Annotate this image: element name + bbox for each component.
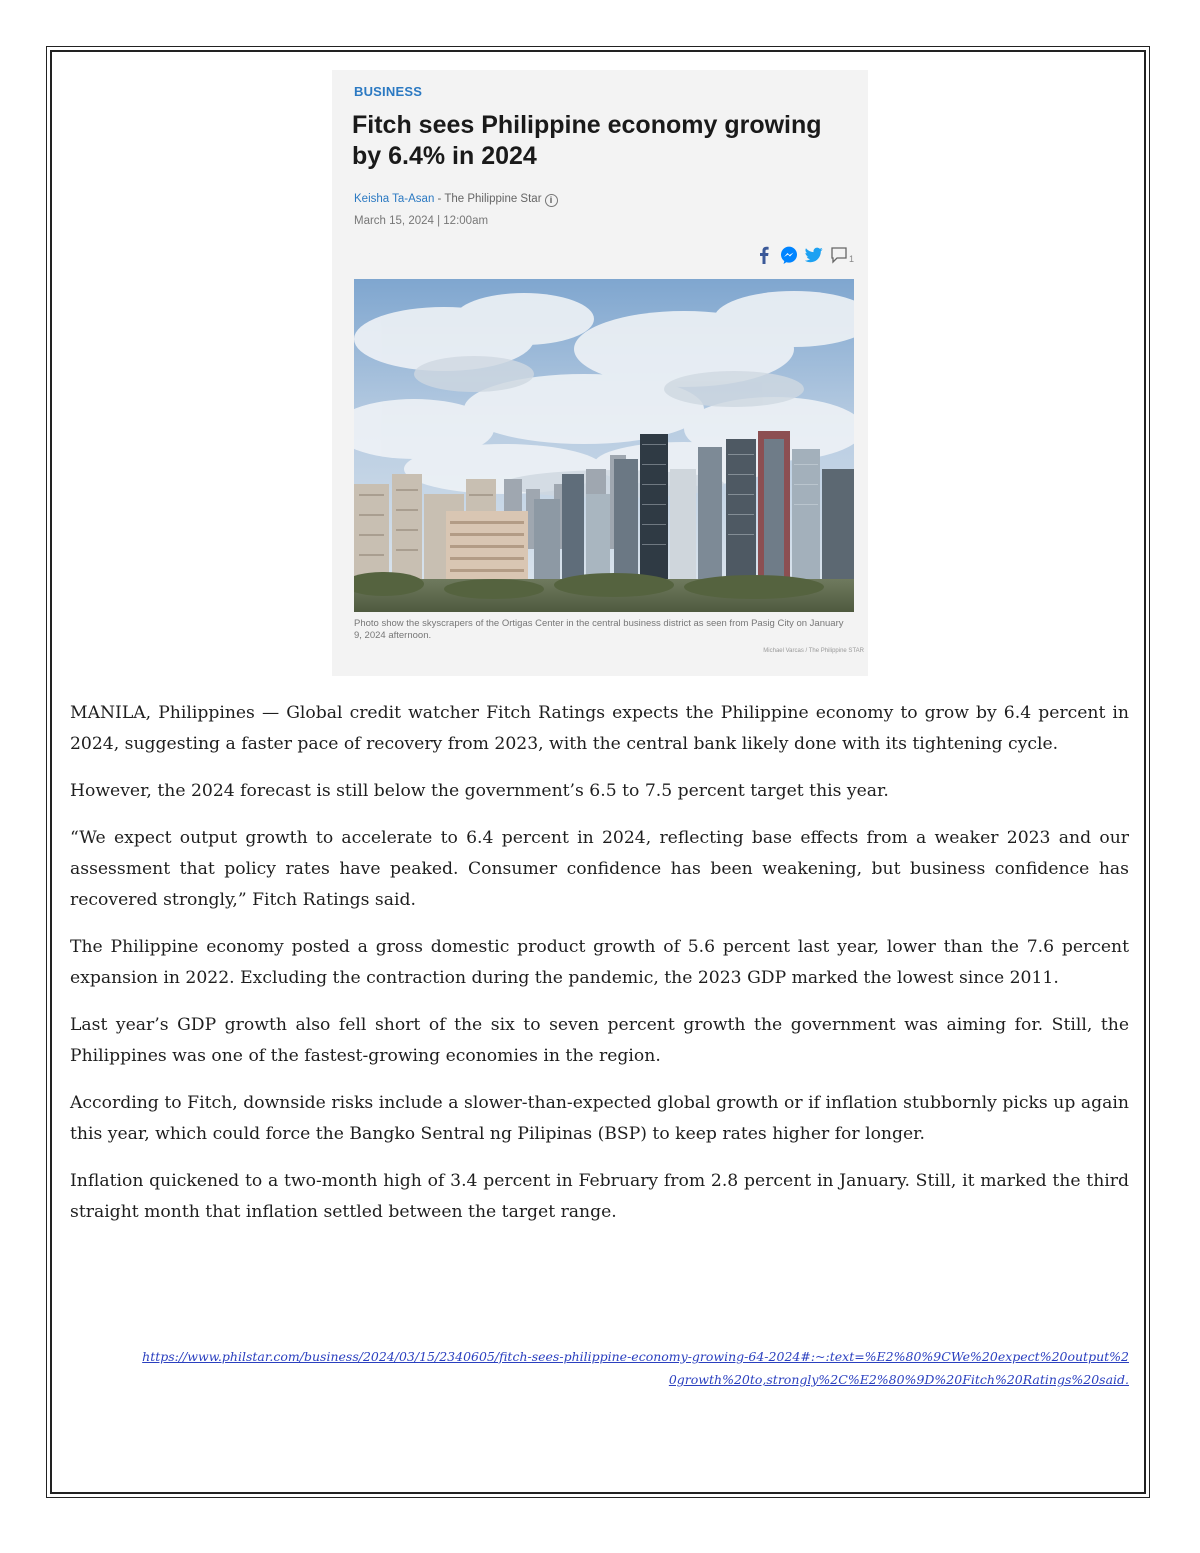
article-body: [70, 698, 1129, 1244]
messenger-icon[interactable]: [780, 246, 798, 264]
paragraph: Inflation quickened to a two-month high of 3.4 percent in February from 2.8 percent in January. Still, it marked the third straight month that inflation settled between the target range.: [70, 1171, 1129, 1222]
article-headline: Fitch sees Philippine economy growing by 6.4% in 2024: [352, 111, 822, 170]
facebook-icon[interactable]: [755, 246, 773, 264]
publish-date: March 15, 2024 | 12:00am: [354, 215, 489, 227]
share-bar: [755, 244, 854, 266]
ortigas-skyline-image: [354, 279, 854, 612]
paragraph: However, the 2024 forecast is still below the government’s 6.5 to 7.5 percent target this year.: [70, 781, 889, 801]
byline: [354, 193, 558, 207]
publication-name: The Philippine Star: [444, 193, 542, 205]
paragraph: MANILA, Philippines — Global credit watcher Fitch Ratings expects the Philippine economy to grow by 6.4 percent in 2024, suggesting a faster pace of recovery from 2023, with the central bank likely done with its tightening cycle.: [70, 703, 1129, 754]
author-link[interactable]: Keisha Ta-Asan: [354, 193, 435, 205]
section-label[interactable]: BUSINESS: [354, 84, 423, 99]
comment-count: 1: [848, 254, 854, 264]
photo-caption: Photo show the skyscrapers of the Ortigas Center in the central business district as seen from Pasig City on January 9, 2024 afternoon.: [354, 618, 844, 641]
paragraph: “We expect output growth to accelerate to 6.4 percent in 2024, reflecting base effects from a weaker 2023 and our assessment that policy rates have peaked. Consumer confidence has been weakening, but business confidence has recovered strongly,” Fitch Ratings said.: [70, 828, 1129, 910]
info-icon[interactable]: i: [545, 194, 558, 207]
paragraph: The Philippine economy posted a gross domestic product growth of 5.6 percent last year, lower than the 7.6 percent expansion in 2022. Excluding the contraction during the pandemic, the 2023 GDP marked the lowest since 2011.: [70, 937, 1129, 988]
byline-separator: -: [434, 193, 445, 205]
photo-credit: Michael Varcas / The Philippine STAR: [763, 648, 864, 654]
paragraph: Last year’s GDP growth also fell short of the six to seven percent growth the government was aiming for. Still, the Philippines was one of the fastest-growing economies in the region.: [70, 1015, 1129, 1066]
comment-icon[interactable]: [830, 246, 848, 264]
twitter-icon[interactable]: [805, 246, 823, 264]
source-link[interactable]: https://www.philstar.com/business/2024/03/15/2340605/fitch-sees-philippine-economy-growing-64-2024#:~:text=%E2%80%9CWe%20expect%20output%20growth%20to,strongly%2C%E2%80%9D%20Fitch%20Ratings%20said.: [142, 1349, 1129, 1387]
article-screenshot-card: [332, 70, 868, 676]
article-photo[interactable]: [354, 279, 854, 612]
paragraph: According to Fitch, downside risks include a slower-than-expected global growth or if inflation stubbornly picks up again this year, which could force the Bangko Sentral ng Pilipinas (BSP) to keep rates higher for longer.: [70, 1093, 1129, 1144]
